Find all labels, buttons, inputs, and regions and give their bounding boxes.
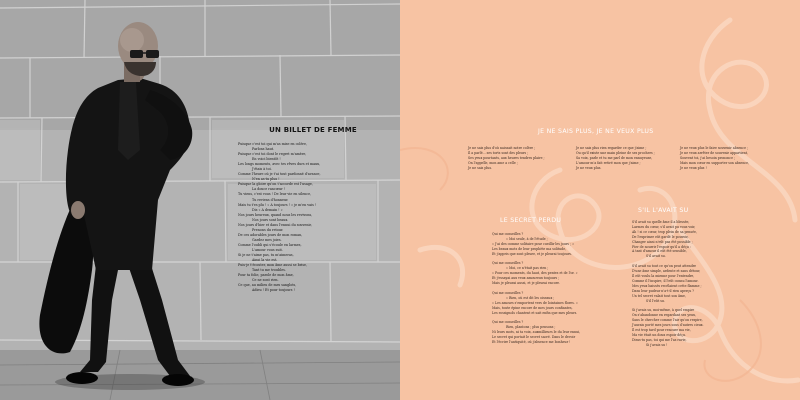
verse-line: Ma vie était un doux espoir déçu. — [632, 332, 687, 337]
verse-line: Les beaux mots de leur prophète ma solitude, — [492, 246, 567, 251]
verse-line: Nos jours sont beaux. — [252, 217, 289, 222]
verse-line: J'aurais porté mes jours sous d'autres cieux. — [632, 323, 704, 328]
verse-line: J'étais à toi. — [252, 167, 272, 172]
verse-line: Il eût voulu la mienne pour l'entendre, — [632, 273, 695, 278]
verse-line: Changer ainsi n'eût pas été possible ; — [632, 239, 693, 244]
verse-line: On l'appelle, mon ame a celle ; — [468, 160, 518, 165]
verse-line: Mais je pleurai aussi, et je pleurai encore. — [492, 281, 561, 286]
verse-line: Sans le chercher comme l'air qu'on respire, — [632, 318, 703, 323]
verse-line: « Moi, ce n'était pas rien ; — [506, 266, 549, 271]
poem-un-billet-de-femme — [238, 126, 388, 293]
verse-line: Je ne sais plus rien regarder ce que j'aime ; — [576, 146, 647, 150]
verse-line: Prenons du retour. — [252, 227, 284, 232]
verse-line: Puisque c'est toi dont le regret m'amère, — [238, 152, 307, 157]
verse-line: Si je ne t'aime pas, tu m'aimeras, — [238, 253, 294, 258]
verse-line: Mais tu t'es plu ! « A toujours ! » je m'en vais ! — [238, 202, 317, 207]
verse-line: Ainsi la vie est. — [252, 258, 278, 263]
verse-line: L'amour vous suit. — [252, 247, 283, 252]
verse-line: S'il avait su quelle âme il a blessée, — [632, 220, 690, 224]
verse-line: Puis-je t'écouter, mon âme aussi se brise, — [238, 263, 308, 268]
verse-line: Ses yeux pourtants, aux heures tendres plaire ; — [468, 155, 545, 160]
poem-title-le-secret-perdu: LE SECRET PERDU — [500, 217, 562, 224]
verse-line: Je ne sais plus. — [468, 165, 493, 170]
verse-line: Tu viens, c'est vous ! De leur vie en silence, — [238, 192, 312, 197]
verse-line: Dis « A demain ! » — [252, 207, 283, 212]
verse-line: D'une âme simple, ardente et sans détour, — [632, 269, 701, 274]
poem-je-ne-sais-plus-column-2 — [576, 146, 655, 171]
verse-line: Les rossignols chantent et sait enfin que mes pleurs. — [492, 310, 578, 315]
verse-line: N'en as-tu plus ! — [252, 177, 280, 182]
poem-sil-lavait-su — [632, 220, 704, 348]
poem-title-sil-lavait-su: S'IL L'AVAIT SU — [638, 207, 689, 214]
verse-line: Un tel secret valait tout son âme, — [632, 293, 686, 298]
verse-line: Ni leurs mots, ni ta voix, auxmillieurs le du leur ennui, — [492, 330, 581, 335]
verse-line: Gardez mes joies. — [252, 237, 282, 242]
verse-line: Comme l'heure où je t'ai tout pardonné d'avance, — [238, 172, 321, 177]
verse-line: Ce ne sont rien. — [252, 278, 279, 283]
verse-line: Sa voix, parle et tu me parl de mon ennuyeuse, — [576, 155, 653, 160]
right-page — [400, 0, 800, 400]
verse-line: « Les amours s'emportent vers de lointaines flores. » — [492, 300, 578, 305]
verse-line: Le secret qui portait le secret sacré. Dans le devoir — [492, 335, 576, 340]
verse-line: Si j'avais su, moi-même, à quel empire — [632, 308, 695, 313]
verse-line: Nos jours heureux, quand nous les revivons, — [238, 212, 313, 217]
verse-line: Puisque c'est toi qui m'as mise en colère, — [238, 142, 307, 146]
flourish-ornament — [400, 0, 800, 400]
verse-line: Je ne veux arrêter de souvenir appartient, — [680, 150, 749, 155]
verse-line: Diras-tu pas, toi qui me l'as ravie, — [632, 337, 687, 342]
verse-line: « Pour ces moments, du haut, des pentes et de l'or. » — [492, 271, 578, 276]
verse-line: Qui me conseilles ? — [492, 232, 524, 236]
verse-line: Puisque la gloire qu'on t'accorde est l'usage, — [238, 182, 313, 187]
verse-line: Et j'appris que sont pleure, et je pleurai toujours. — [492, 251, 572, 256]
verse-line: La douce rancœur ! — [252, 187, 286, 192]
verse-line: Je ne veux plus. — [576, 165, 602, 170]
verse-line: Et j'essayai aux veux amoureux toujours ; — [492, 276, 560, 281]
verse-line: Les longs moments, avec tes rêves durs et maux, — [238, 162, 321, 167]
verse-line: « Moi seule, à de l'étude ; — [506, 236, 548, 241]
verse-line: Ah ! si ce cœur, trop plein de sa pensée, — [632, 229, 697, 234]
verse-line: Je ne veux plus le faire souvenir absence ; — [680, 146, 749, 150]
poem-verses — [238, 142, 388, 293]
verse-line: On s'abandonne en regardant ses yeux, — [632, 313, 696, 318]
verse-line: Rien, plantons ; plus pensons ; — [506, 325, 556, 330]
verse-line: « Rien, où est dit les oiseaux ; — [506, 295, 555, 300]
verse-line: Parlons haut. — [252, 147, 275, 152]
verse-line: En voici bientôt ! — [252, 157, 281, 162]
verse-line: Pour ta folie, parole de mon âme, — [238, 273, 294, 278]
verse-line: Mais, toute épine encore de mes jours confiantes, — [492, 305, 573, 310]
verse-line: S'il l'eût su. — [646, 298, 665, 303]
verse-line: Mes yeux baissés recélaient cette flamme ; — [632, 283, 702, 288]
verse-line: Je ne sais plus d'où naissait notre colère ; — [468, 146, 536, 150]
verse-line: L'amour m'a fait retiré mon que j'aime ; — [576, 160, 641, 165]
verse-line: Tu reviens d'honneur. — [252, 197, 289, 202]
verse-line: Si j'avais su ! — [646, 342, 668, 347]
verse-line: S'il avait su. — [646, 254, 666, 259]
poem-je-ne-sais-plus-column-3 — [680, 146, 749, 171]
verse-line: Qui me conseilles ? — [492, 320, 524, 325]
poem-title: UN BILLET DE FEMME — [269, 126, 357, 134]
verse-line: Tant tu me troubles. — [252, 268, 286, 273]
verse-line: S'il avait su tout ce qu'on peut attendre — [632, 264, 697, 269]
verse-line: Comme il l'inspire, il l'eût connu l'amour. — [632, 278, 699, 283]
verse-line: Dans leur pudeur n'a-t-il rien aperçu ? — [632, 288, 694, 293]
verse-line: Ou qu'il existe une main pleine de ses prochers ; — [576, 150, 655, 155]
verse-line: Comme l'oubli qui s'écoule en larmes, — [238, 242, 302, 247]
verse-line: « J'ai des comme solitaire pour cueillir les jours ; » — [492, 241, 575, 246]
verse-line: Je ne veux plus ! — [680, 165, 707, 170]
verse-line: Nos jours d'hier et dans l'ennui du souvenir, — [238, 222, 312, 227]
poem-je-ne-sais-plus-column-1 — [468, 146, 545, 171]
verse-line: Ce que, au milieu de mes sanglots, — [238, 283, 297, 288]
verse-line: Larmes du cœur, s'il avait pu vous voir, — [632, 224, 696, 229]
verse-line: Souvent toi, j'ai besoin prononce ; — [680, 155, 736, 160]
verse-line: A tant d'amour il eût été sensible, — [632, 249, 687, 254]
verse-line: Fier de nourrir l'espoir qu'il a déçu : — [632, 244, 691, 249]
poem-le-secret-perdu — [492, 232, 580, 345]
verse-line: Qui me conseilles ? — [492, 261, 524, 266]
verse-line: Il a parlé... ses torts sont des pleurs ; — [468, 150, 529, 155]
verse-line: Adieu ! Et pour toujours ! — [252, 288, 295, 293]
verse-line: Il est trop tard pour renouer ma vie, — [632, 327, 691, 332]
verse-line: Qui me conseilles ? — [492, 290, 524, 295]
verse-line: De ces adorables jours de mon roman, — [238, 232, 303, 237]
verse-line: Et l'écrire l'antiquité, où j'absence me bonheur ! — [492, 339, 571, 344]
verse-line: Mais mon cœur en supporter son absence, — [680, 160, 750, 165]
poem-title-je-ne-sais-plus: JE NE SAIS PLUS, JE NE VEUX PLUS — [538, 128, 654, 135]
verse-line: De l'exprimer eût gardé le pouvoir, — [632, 234, 689, 239]
